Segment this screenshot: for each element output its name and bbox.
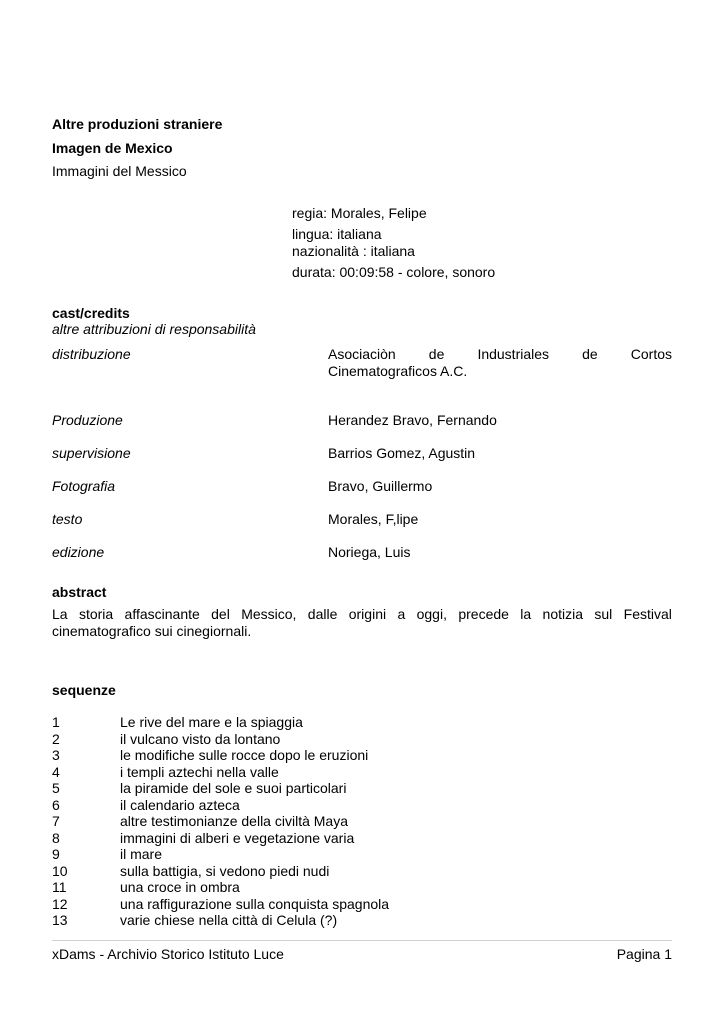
sequence-text: immagini di alberi e vegetazione varia [120,829,355,846]
duration-line: durata: 00:09:58 - colore, sonoro [292,264,496,280]
justified-word: affascinante [124,606,200,622]
sequence-text: il vulcano visto da lontano [120,730,281,747]
justified-word: storia [78,606,114,622]
credit-name: Herandez Bravo, Fernando [328,412,497,428]
cast-subheading: altre attribuzioni di responsabilità [52,321,256,337]
sequence-text: Le rive del mare e la spiaggia [120,714,303,730]
document-title: Imagen de Mexico [52,140,173,156]
justified-word: Messico, [241,606,297,622]
credit-name: Morales, F,lipe [328,511,419,527]
credit-role: Produzione [52,412,123,428]
justified-word: notizia [542,606,584,622]
section-heading: Altre produzioni straniere [52,116,223,132]
justified-word: origini [348,606,387,622]
credit-name: Bravo, Guillermo [328,478,433,494]
sequence-number: 11 [52,879,67,895]
justified-word: La [52,606,68,622]
justified-word: Festival [623,606,672,622]
justified-word: Cortos [630,346,672,362]
sequence-number: 6 [52,796,60,813]
sequence-text: altre testimonianze della civiltà Maya [120,813,348,829]
sequence-number: 12 [52,895,68,912]
justified-word: del [211,606,230,622]
justified-word: de [428,346,445,362]
footer-divider [52,940,672,941]
credit-role-distribuzione: distribuzione [52,346,131,362]
credit-name: Barrios Gomez, Agustin [328,445,476,461]
justified-word: oggi, [416,606,447,622]
justified-word: Asociaciòn [328,346,396,362]
sequence-text: varie chiese nella città di Celula (?) [120,912,338,928]
sequence-text: il calendario azteca [120,796,240,813]
sequence-text: la piramide del sole e suoi particolari [120,780,347,796]
credit-role: supervisione [52,445,131,461]
credit-role: Fotografia [52,478,116,494]
credit-name-distribuzione-line2: Cinematograficos A.C. [328,363,468,379]
director-line: regia: Morales, Felipe [292,205,427,221]
sequence-text: le modifiche sulle rocce dopo le eruzioni [120,747,369,763]
justified-word: de [582,346,598,362]
credit-name: Noriega, Luis [328,544,411,560]
justified-word: precede [458,606,509,622]
sequence-number: 1 [52,714,60,730]
justified-word: dalle [307,606,338,622]
nationality-line: nazionalità : italiana [292,243,415,259]
justified-word: a [397,606,406,622]
justified-word: sul [594,606,613,622]
sequence-text: i templi aztechi nella valle [120,763,279,780]
sequence-number: 4 [52,763,60,780]
cast-heading: cast/credits [52,305,130,321]
sequence-text: il mare [120,846,163,862]
language-line: lingua: italiana [292,226,382,242]
sequence-number: 10 [52,862,68,879]
abstract-line2: cinematografico sui cinegiornali. [52,623,252,639]
sequence-text: una croce in ombra [120,879,240,895]
credit-role: testo [52,511,83,527]
sequence-text: una raffigurazione sulla conquista spagnola [120,895,390,912]
sequence-number: 8 [52,829,60,846]
footer-page-number: Pagina 1 [616,946,672,962]
credit-role: edizione [52,544,105,560]
footer-archive-name: xDams - Archivio Storico Istituto Luce [52,946,284,962]
abstract-heading: abstract [52,584,107,600]
credit-name-distribuzione-line1 [328,346,672,362]
sequence-number: 2 [52,730,60,747]
sequence-number: 13 [52,912,68,928]
justified-word: Industriales [477,346,550,362]
document-subtitle: Immagini del Messico [52,163,187,179]
sequence-text: sulla battigia, si vedono piedi nudi [120,862,330,879]
sequence-number: 3 [52,747,60,763]
sequence-number: 7 [52,813,60,829]
abstract-line1 [52,606,672,622]
sequences-heading: sequenze [52,682,116,698]
sequence-number: 9 [52,846,60,862]
sequence-number: 5 [52,780,60,796]
justified-word: la [520,606,532,622]
